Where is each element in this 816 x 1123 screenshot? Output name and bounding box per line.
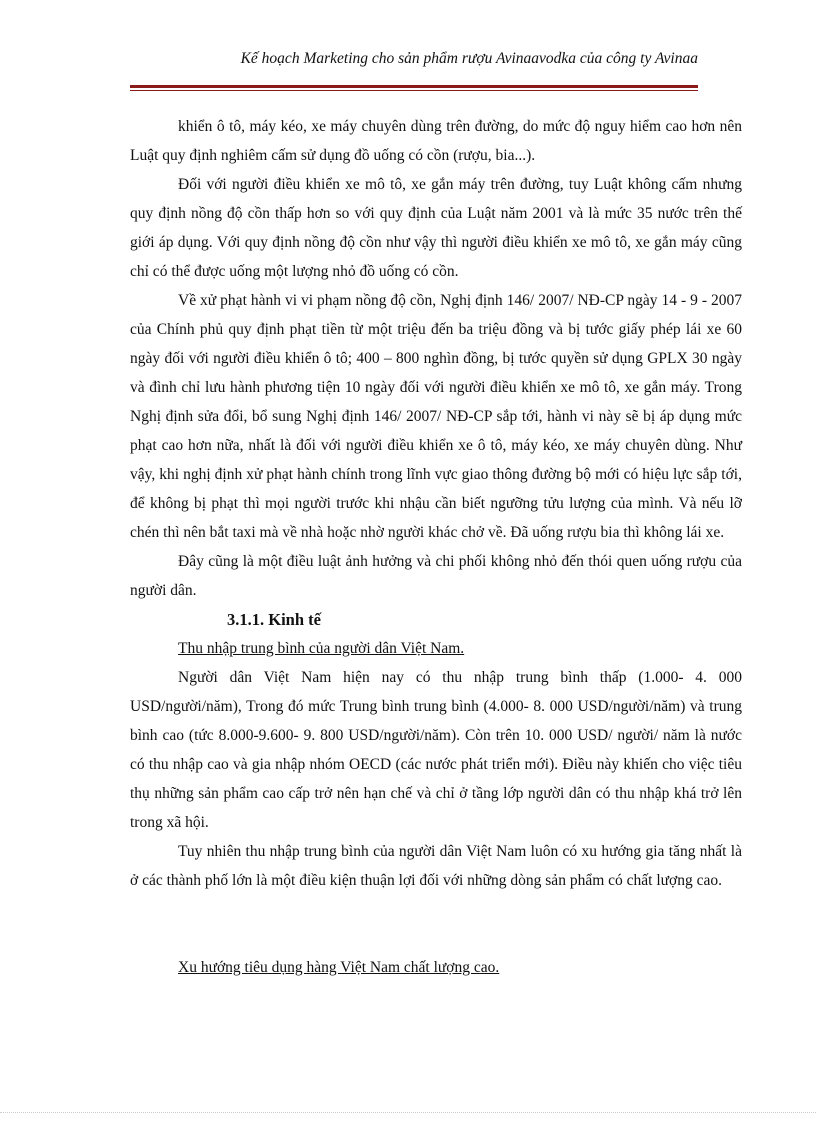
page-header: Kế hoạch Marketing cho sản phẩm rượu Avinaavodka của công ty Avinaa [240, 50, 698, 67]
subheading-consumption-text: Xu hướng tiêu dụng hàng Việt Nam chất lượng cao. [178, 959, 500, 976]
header-rule-thin [130, 90, 698, 91]
paragraph-3: Về xử phạt hành vi vi phạm nồng độ cồn, Nghị định 146/ 2007/ NĐ-CP ngày 14 - 9 - 2007 của Chính phủ quy định phạt tiền từ một triệu đến ba triệu đồng và bị tước giấy phép lái xe 60 ngày đối với người điều khiển ô tô; 400 – 800 nghìn đồng, bị tước quyền sử dụng GPLX 30 ngày và đình chỉ lưu hành phương tiện 10 ngày đối với người điều khiển xe mô tô, xe gắn máy. Trong Nghị định sửa đổi, bổ sung Nghị định 146/ 2007/ NĐ-CP sắp tới, hành vi này sẽ bị áp dụng mức phạt cao hơn nữa, nhất là đối với người điều khiển xe ô tô, máy kéo, xe máy chuyên dùng. Như vậy, khi nghị định xử phạt hành chính trong lĩnh vực giao thông đường bộ mới có hiệu lực sắp tới, để không bị phạt thì mọi người trước khi nhậu cần biết ngưỡng tửu lượng của mình. Và nếu lỡ chén thì nên bắt taxi mà về nhà hoặc nhờ người khác chở về. Đã uống rượu bia thì không lái xe. [130, 292, 742, 541]
subheading-income [130, 634, 742, 663]
document-body [130, 112, 742, 982]
paragraph-1: khiển ô tô, máy kéo, xe máy chuyên dùng trên đường, do mức độ nguy hiểm cao hơn nên Luật quy định nghiêm cấm sử dụng đồ uống có cồn (rượu, bia...). [130, 118, 742, 164]
header-rule-thick [130, 85, 698, 88]
subheading-consumption [130, 953, 742, 982]
paragraph-4: Đây cũng là một điều luật ảnh hưởng và chi phối không nhỏ đến thói quen uống rượu của người dân. [130, 553, 742, 599]
spacer [130, 895, 742, 953]
paragraph-5: Người dân Việt Nam hiện nay có thu nhập trung bình thấp (1.000- 4. 000 USD/người/năm), Trong đó mức Trung bình trung bình (4.000- 8. 000 USD/người/năm) và trung bình cao (tức 8.000-9.600- 9. 800 USD/người/năm). Còn trên 10. 000 USD/ người/ năm là nước có thu nhập cao và gia nhập nhóm OECD (các nước phát triển mới). Điều này khiến cho việc tiêu thụ những sản phẩm cao cấp trở nên hạn chế và chỉ ở tầng lớp người dân có thu nhập khá trở lên trong xã hội. [130, 669, 742, 831]
section-heading: 3.1.1. Kinh tế [227, 610, 321, 629]
subheading-income-text: Thu nhập trung bình của người dân Việt Nam. [178, 640, 465, 657]
page-bottom-border [0, 1112, 816, 1113]
paragraph-2: Đối với người điều khiển xe mô tô, xe gắn máy trên đường, tuy Luật không cấm nhưng quy định nồng độ cồn thấp hơn so với quy định của Luật năm 2001 và là mức 35 nước trên thế giới áp dụng. Với quy định nồng độ cồn như vậy thì người điều khiển xe mô tô, xe gắn máy cũng chỉ có thể được uống một lượng nhỏ đồ uống có cồn. [130, 176, 742, 280]
paragraph-6: Tuy nhiên thu nhập trung bình của người dân Việt Nam luôn có xu hướng gia tăng nhất là ở các thành phố lớn là một điều kiện thuận lợi đối với những dòng sản phẩm có chất lượng cao. [130, 843, 742, 889]
